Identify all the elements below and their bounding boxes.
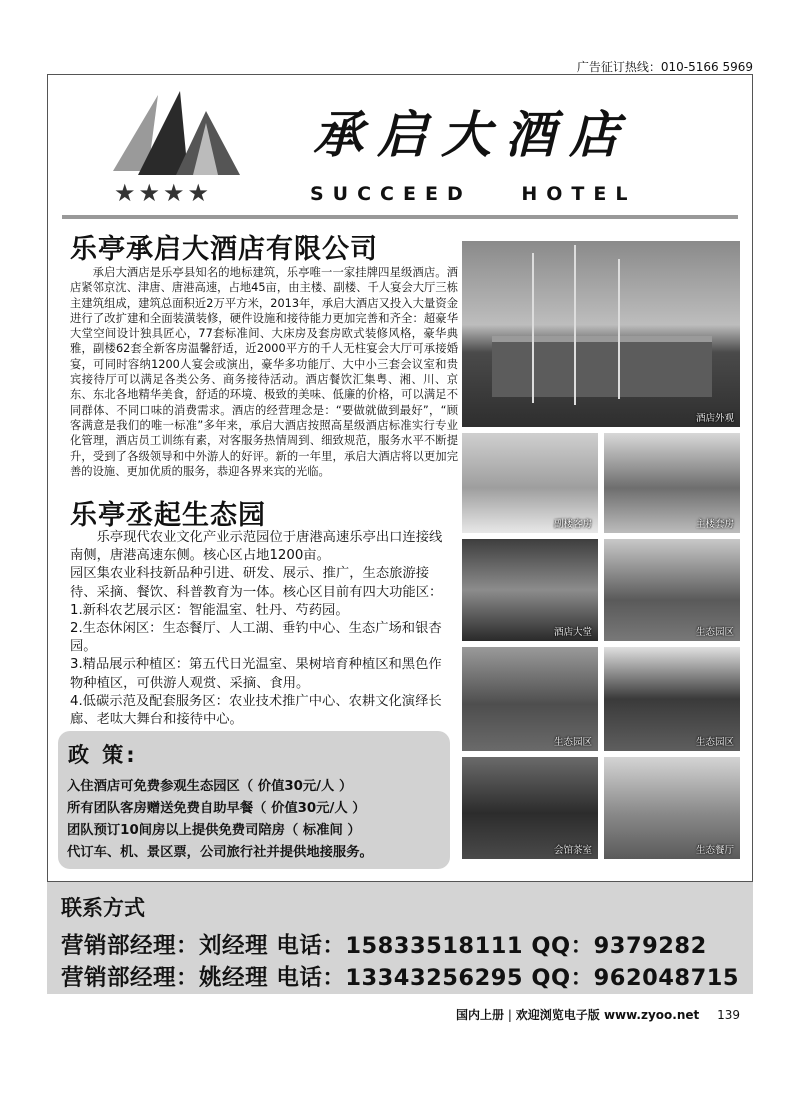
photo-caption: 会馆茶室 [553, 845, 592, 856]
policy-line: 团队预订10间房以上提供免费司陪房（ 标准间 ） [67, 823, 361, 838]
hotel-logo [108, 83, 248, 207]
footer-volume: 国内上册 [456, 1008, 505, 1022]
section2-para: 园区集农业科技新品种引进、研发、展示、推广，生态旅游接待、采摘、餐饮、科普教育为一体。核心区目前有四大功能区： [70, 566, 443, 600]
section2-item: 1.新科农艺展示区：智能温室、牡丹、芍药园。 [70, 602, 349, 618]
photo-main-suite [604, 433, 740, 533]
section2-item: 2.生态休闲区：生态餐厅、人工湖、垂钓中心、生态广场和银杏园。 [70, 621, 442, 655]
section2-text [70, 529, 454, 729]
policy-title: 政 策: [68, 743, 138, 767]
contact-title: 联系方式 [61, 896, 145, 920]
photo-caption: 生态园区 [695, 627, 734, 638]
contact-line: 营销部经理：姚经理 电话：13343256295 QQ：962048715 [61, 965, 740, 991]
page-footer [456, 1006, 740, 1023]
photo-hotel-exterior [462, 241, 740, 427]
photo-caption: 主楼套房 [695, 519, 734, 530]
section2-title: 乐亭丞起生态园 [70, 500, 266, 531]
page-number: 139 [717, 1008, 740, 1022]
photo-tea-room [462, 757, 598, 859]
photo-caption: 生态园区 [695, 737, 734, 748]
section1-title: 乐亭承启大酒店有限公司 [70, 234, 378, 265]
ad-hotline: 广告征订热线：010-5166 5969 [576, 60, 753, 74]
policy-line: 入住酒店可免费参观生态园区（ 价值30元/人 ） [67, 779, 353, 794]
photo-eco-park-3 [604, 647, 740, 751]
advertisement-frame [47, 74, 753, 882]
contact-line: 营销部经理：刘经理 电话：15833518111 QQ：9379282 [61, 933, 707, 959]
footer-separator: | [507, 1008, 512, 1022]
photo-caption: 生态餐厅 [695, 845, 734, 856]
photo-lobby [462, 539, 598, 641]
brand-name-en: SUCCEED HOTEL [310, 183, 637, 205]
photo-eco-park-1 [604, 539, 740, 641]
photo-caption: 副楼客房 [553, 519, 592, 530]
photo-eco-restaurant [604, 757, 740, 859]
policy-line: 代订车、机、景区票，公司旅行社并提供地接服务。 [67, 845, 373, 860]
photo-caption: 酒店大堂 [553, 627, 592, 638]
brand-name-cn: 承启大酒店 [313, 105, 633, 164]
star-rating: ★★★★ [114, 179, 213, 207]
footer-site: 欢迎浏览电子版 www.zyoo.net [515, 1008, 700, 1022]
divider [62, 215, 738, 219]
policy-box [58, 731, 450, 869]
policy-line: 所有团队客房赠送免费自助早餐（ 价值30元/人 ） [67, 801, 366, 816]
photo-annex-room [462, 433, 598, 533]
section1-text: 承启大酒店是乐亭县知名的地标建筑，乐亭唯一一家挂牌四星级酒店。酒店紧邻京沈、津唐、唐港高速，占地45亩，由主楼、副楼、千人宴会大厅三栋主建筑组成，建筑总面积近2万平方米，2013年，承启大酒店又投入大量资金进行了改扩建和全面装潢装修，硬件设施和接待能力更加完善和齐全：超豪华大堂空间设计独具匠心，77套标准间、大床房及套房欧式装修风格，豪华典雅，副楼62套全新客房温馨舒适，近2000平方的千人无柱宴会大厅可承接婚宴，可同时容纳1200人宴会或演出，豪华多功能厅、大中小三套会议室和贵宾接待厅可以满足各类公务、商务接待活动。酒店餐饮汇集粤、湘、川、京东、东北各地精华美食，舒适的环境、极致的美味、低廉的价格，可以满足不同群体、不同口味的消费需求。酒店的经营理念是：“要做就做到最好”，“顾客满意是我们的唯一标准”多年来，承启大酒店按照高星级酒店标准实行专业化管理，酒店员工训练有素，对客服务热情周到、细致规范，服务水平不断提升，受到了各级领导和中外游人的好评。新的一年里，承启大酒店将以更加完善的设施、更加优质的服务，恭迎各界来宾的光临。 [70, 266, 458, 478]
contact-box [47, 882, 753, 994]
section2-para: 乐亭现代农业文化产业示范园位于唐港高速乐亭出口连接线南侧，唐港高速东侧。核心区占地1200亩。 [70, 530, 443, 564]
section2-item: 3.精品展示种植区：第五代日光温室、果树培育种植区和黑色作物种植区，可供游人观赏、采摘、食用。 [70, 657, 442, 691]
section2-item: 4.低碳示范及配套服务区：农业技术推广中心、农耕文化演绎长廊、老呔大舞台和接待中心。 [70, 693, 442, 728]
photo-caption: 生态园区 [553, 737, 592, 748]
photo-eco-park-2 [462, 647, 598, 751]
photo-caption: 酒店外观 [695, 413, 734, 424]
